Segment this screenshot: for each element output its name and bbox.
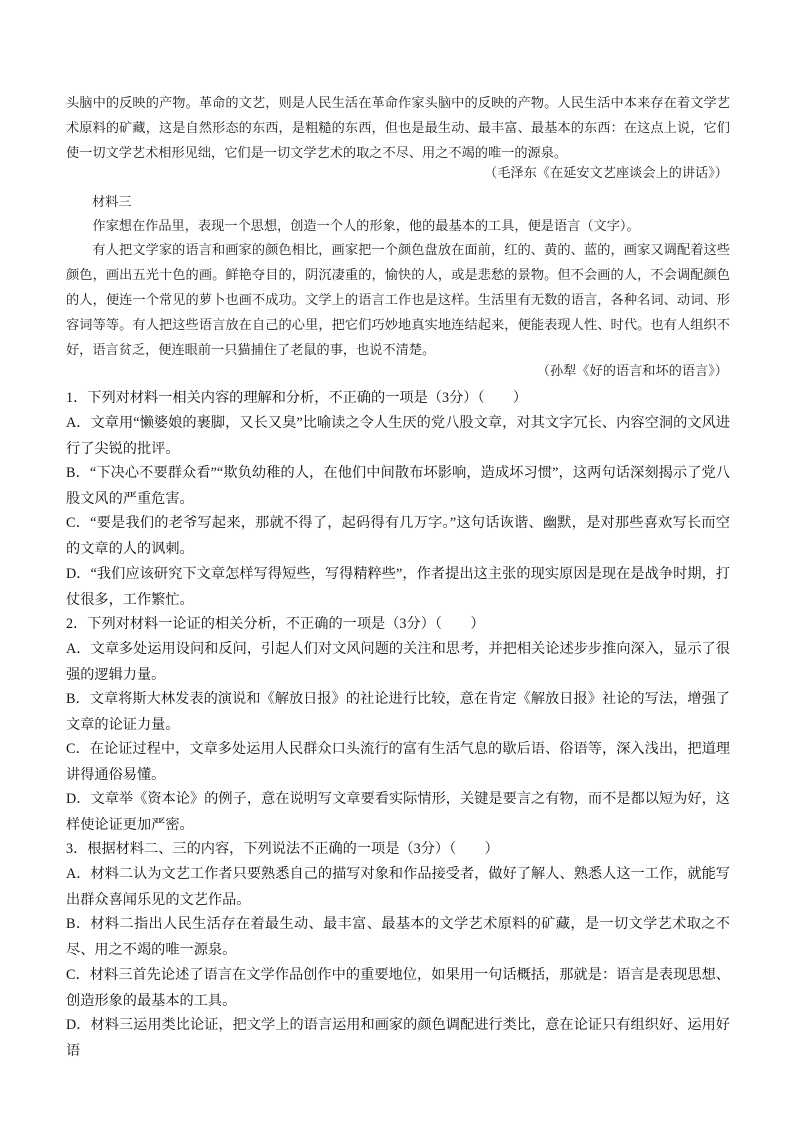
question-option-b[interactable]: B．“下决心不要群众看”“欺负幼稚的人，在他们中间散布坏影响，造成坏习惯”，这两句话深刻揭示了党八股文风的严重危害。	[66, 465, 730, 507]
question-option-a[interactable]: A．文章用“懒婆娘的裹脚，又长又臭”比喻读之令人生厌的党八股文章，对其文字冗长、内容空洞的文风进行了尖锐的批评。	[66, 415, 730, 457]
question-stem: 2．下列对材料一论证的相关分析，不正确的一项是（3分）（ ）	[66, 616, 485, 632]
material-3-paragraph-1: 作家想在作品里，表现一个思想，创造一个人的形象，他的最基本的工具，便是语言（文字）。	[92, 219, 640, 234]
question-option-d[interactable]: D．材料三运用类比论证，把文学上的语言运用和画家的颜色调配进行类比，意在论证只有组织好、运用好语	[66, 1017, 730, 1059]
question-option-b[interactable]: B．文章将斯大林发表的演说和《解放日报》的社论进行比较，意在肯定《解放日报》社论的写法，增强了文章的论证力量。	[66, 691, 730, 733]
question-option-c[interactable]: C．“要是我们的老爷写起来，那就不得了，起码得有几万字。”这句话诙谐、幽默，是对那些喜欢写长而空的文章的人的讽刺。	[66, 515, 730, 557]
question-option-d[interactable]: D．“我们应该研究下文章怎样写得短些，写得精粹些”，作者提出这主张的现实原因是现在是战争时期，打仗很多，工作繁忙。	[66, 566, 730, 608]
question-option-d[interactable]: D．文章举《资本论》的例子，意在说明写文章要看实际情形，关键是要言之有物，而不是都以短为好，这样使论证更加严密。	[66, 791, 730, 833]
question-option-a[interactable]: A．材料二认为文艺工作者只要熟悉自己的描写对象和作品接受者，做好了解人、熟悉人这一工作，就能写出群众喜闻乐见的文艺作品。	[66, 866, 730, 908]
question-option-a[interactable]: A．文章多处运用设问和反问，引起人们对文风问题的关注和思考，并把相关论述步步推向深入，显示了很强的逻辑力量。	[66, 641, 730, 683]
material-3-heading: 材料三	[92, 195, 132, 210]
material-2-paragraph: 头脑中的反映的产物。革命的文艺，则是人民生活在革命作家头脑中的反映的产物。人民生活中本来存在着文学艺术原料的矿藏，这是自然形态的东西，是粗糙的东西，但也是最生动、最丰富、最基本的东西：在这点上说，它们使一切文学艺术相形见绌，它们是一切文学艺术的取之不尽、用之不竭的唯一的源泉。	[66, 96, 730, 161]
question-option-c[interactable]: C．材料三首先论述了语言在文学作品创作中的重要地位，如果用一句话概括，那就是：语言是表现思想、创造形象的最基本的工具。	[66, 967, 730, 1009]
question-stem: 3．根据材料二、三的内容，下列说法不正确的一项是（3分）（ ）	[66, 841, 499, 857]
material-3-paragraph-2: 有人把文学家的语言和画家的颜色相比，画家把一个颜色盘放在面前，红的、黄的、蓝的，画家又调配着这些颜色，画出五光十色的画。鲜艳夺目的，阴沉凄重的，愉快的人，或是悲愁的景物。但不会画的人，不会调配颜色的人，便连一个常见的萝卜也画不成功。文学上的语言工作也是这样。生活里有无数的语言，各种名词、动词、形容词等等。有人把这些语言放在自己的心里，把它们巧妙地真实地连结起来，便能表现人性、时代。也有人组织不好，语言贫乏，便连眼前一只猫捕住了老鼠的事，也说不清楚。	[66, 243, 730, 358]
citation-sun-li: （孙犁《好的语言和坏的语言》）	[536, 364, 728, 379]
question-stem: 1．下列对材料一相关内容的理解和分析，不正确的一项是（3分）（ ）	[66, 390, 528, 406]
question-option-b[interactable]: B．材料二指出人民生活存在着最生动、最丰富、最基本的文学艺术原料的矿藏，是一切文学艺术取之不尽、用之不竭的唯一源泉。	[66, 916, 730, 958]
question-option-c[interactable]: C．在论证过程中，文章多处运用人民群众口头流行的富有生活气息的歇后语、俗语等，深入浅出，把道理讲得通俗易懂。	[66, 741, 730, 783]
citation-mao-zedong: （毛泽东《在延安文艺座谈会上的讲话》）	[484, 166, 728, 181]
